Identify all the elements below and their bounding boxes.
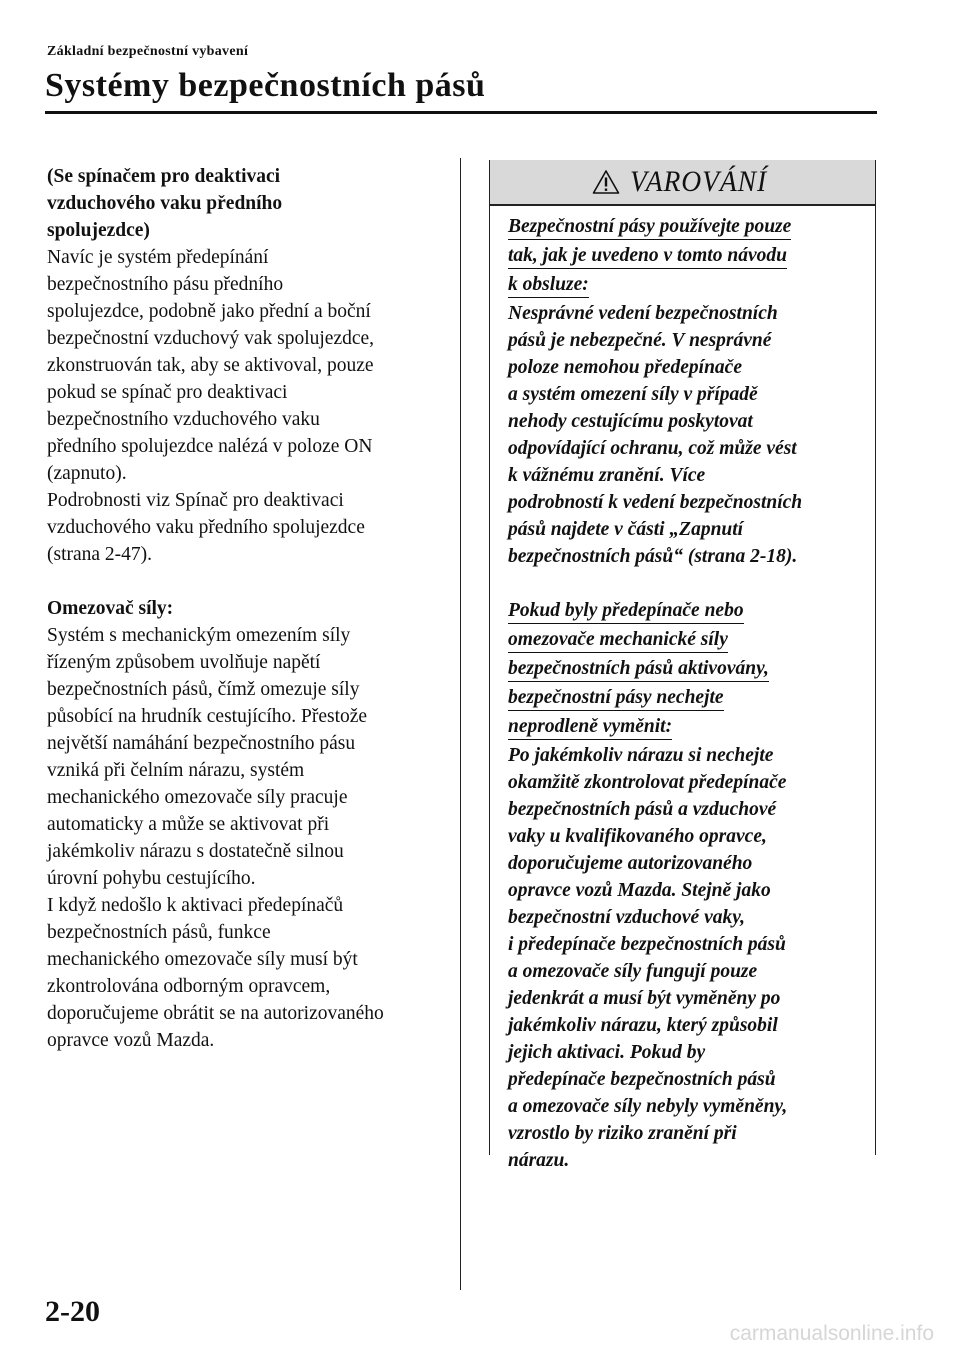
page-number: 2-20 [45,1295,100,1328]
title-rule [45,111,877,114]
body-line: mechanického omezovače síly musí být [47,949,358,970]
warning-line: k vážnému zranění. Více [508,465,706,486]
warning-line: a omezovače síly fungují pouze [508,961,758,982]
warning-line: nehody cestujícímu poskytovat [508,411,753,432]
warning-line: a systém omezení síly v případě [508,384,758,405]
warning-line: okamžitě zkontrolovat předepínače [508,772,787,793]
warning-paragraph [508,213,868,570]
watermark: carmanualsonline.info [729,1322,934,1345]
warning-underlined-line: k obsluze: [508,271,868,300]
body-line: automaticky a může se aktivovat při [47,814,330,835]
body-line: Systém s mechanickým omezením síly [47,625,351,646]
body-line: I když nedošlo k aktivaci předepínačů [47,895,344,916]
section-heading-line: spolujezdce) [47,220,150,241]
body-line: řízeným způsobem uvolňuje napětí [47,652,321,673]
warning-line: pásů je nebezpečné. V nesprávné [508,330,772,351]
warning-line: Nesprávné vedení bezpečnostních [508,303,778,324]
warning-line: i předepínače bezpečnostních pásů [508,934,786,955]
warning-line: vaky u kvalifikovaného opravce, [508,826,767,847]
paragraph-gap [508,570,868,597]
left-column [47,163,447,1054]
column-divider [460,158,461,1290]
warning-underlined-line: bezpečnostních pásů aktivovány, [508,655,868,684]
warning-underlined-line: Pokud byly předepínače nebo [508,597,868,626]
page-title: Systémy bezpečnostních pásů [45,67,486,104]
warning-line: nárazu. [508,1150,570,1171]
body-line: bezpečnostního vzduchového vaku [47,409,320,430]
body-line: (zapnuto). [47,463,127,484]
body-line: bezpečnostních pásů, funkce [47,922,271,943]
warning-line: Po jakémkoliv nárazu si nechejte [508,745,774,766]
warning-line: vzrostlo by riziko zranění při [508,1123,737,1144]
body-line: zkonstruován tak, aby se aktivoval, pouze [47,355,374,376]
paragraph-gap [47,568,447,595]
body-line: úrovní pohybu cestujícího. [47,868,256,889]
body-line: největší namáhání bezpečnostního pásu [47,733,356,754]
warning-line: jejich aktivaci. Pokud by [508,1042,706,1063]
warning-line: poloze nemohou předepínače [508,357,742,378]
warning-line: a omezovače síly nebyly vyměněny, [508,1096,788,1117]
body-line: bezpečnostního pásu předního [47,274,284,295]
body-line: doporučujeme obrátit se na autorizovaného [47,1003,384,1024]
body-line: Podrobnosti viz Spínač pro deaktivaci [47,490,344,511]
section-force-limiter [47,595,447,1054]
section-label: Základní bezpečnostní vybavení [47,44,249,59]
warning-underlined-line: neprodleně vyměnit: [508,713,868,742]
body-line: pokud se spínač pro deaktivaci [47,382,288,403]
body-line: zkontrolována odborným opravcem, [47,976,331,997]
warning-line: podrobností k vedení bezpečnostních [508,492,803,513]
body-line: vzniká při čelním nárazu, systém [47,760,305,781]
body-line: spolujezdce, podobně jako přední a boční [47,301,371,322]
warning-triangle-icon [592,169,620,195]
warning-paragraph [508,597,868,1174]
warning-header-content [592,165,773,199]
warning-line: bezpečnostních pásů a vzduchové [508,799,777,820]
warning-line: bezpečnostních pásů“ (strana 2-18). [508,546,798,567]
warning-body [508,213,868,1174]
warning-line: pásů najdete v části „Zapnutí [508,519,744,540]
section-heading-line: vzduchového vaku předního [47,193,283,214]
body-line: předního spolujezdce nalézá v poloze ON [47,436,373,457]
warning-underlined-line: bezpečnostní pásy nechejte [508,684,868,713]
section-heading: Omezovač síly: [47,598,174,619]
body-line: opravce vozů Mazda. [47,1030,215,1051]
section-heading-line: (Se spínačem pro deaktivaci [47,166,281,187]
warning-line: jakémkoliv nárazu, který způsobil [508,1015,778,1036]
body-line: Navíc je systém předepínání [47,247,269,268]
body-line: bezpečnostních pásů, čímž omezuje síly [47,679,360,700]
warning-line: opravce vozů Mazda. Stejně jako [508,880,771,901]
body-line: působící na hrudník cestujícího. Přestože [47,706,368,727]
warning-line: odpovídající ochranu, což může vést [508,438,797,459]
warning-underlined-line: tak, jak je uvedeno v tomto návodu [508,242,868,271]
body-line: mechanického omezovače síly pracuje [47,787,348,808]
warning-underlined-line: omezovače mechanické síly [508,626,868,655]
warning-box [489,160,876,1171]
warning-underlined-line: Bezpečnostní pásy používejte pouze [508,213,868,242]
body-line: bezpečnostní vzduchový vak spolujezdce, [47,328,375,349]
warning-title: VAROVÁNÍ [629,165,768,198]
body-line: (strana 2-47). [47,544,153,565]
body-line: vzduchového vaku předního spolujezdce [47,517,365,538]
warning-line: předepínače bezpečnostních pásů [508,1069,776,1090]
warning-header [490,160,875,206]
section-airbag-switch [47,163,447,568]
warning-line: doporučujeme autorizovaného [508,853,753,874]
body-line: jakémkoliv nárazu s dostatečně silnou [47,841,344,862]
warning-line: jedenkrát a musí být vyměněny po [508,988,781,1009]
warning-line: bezpečnostní vzduchové vaky, [508,907,746,928]
